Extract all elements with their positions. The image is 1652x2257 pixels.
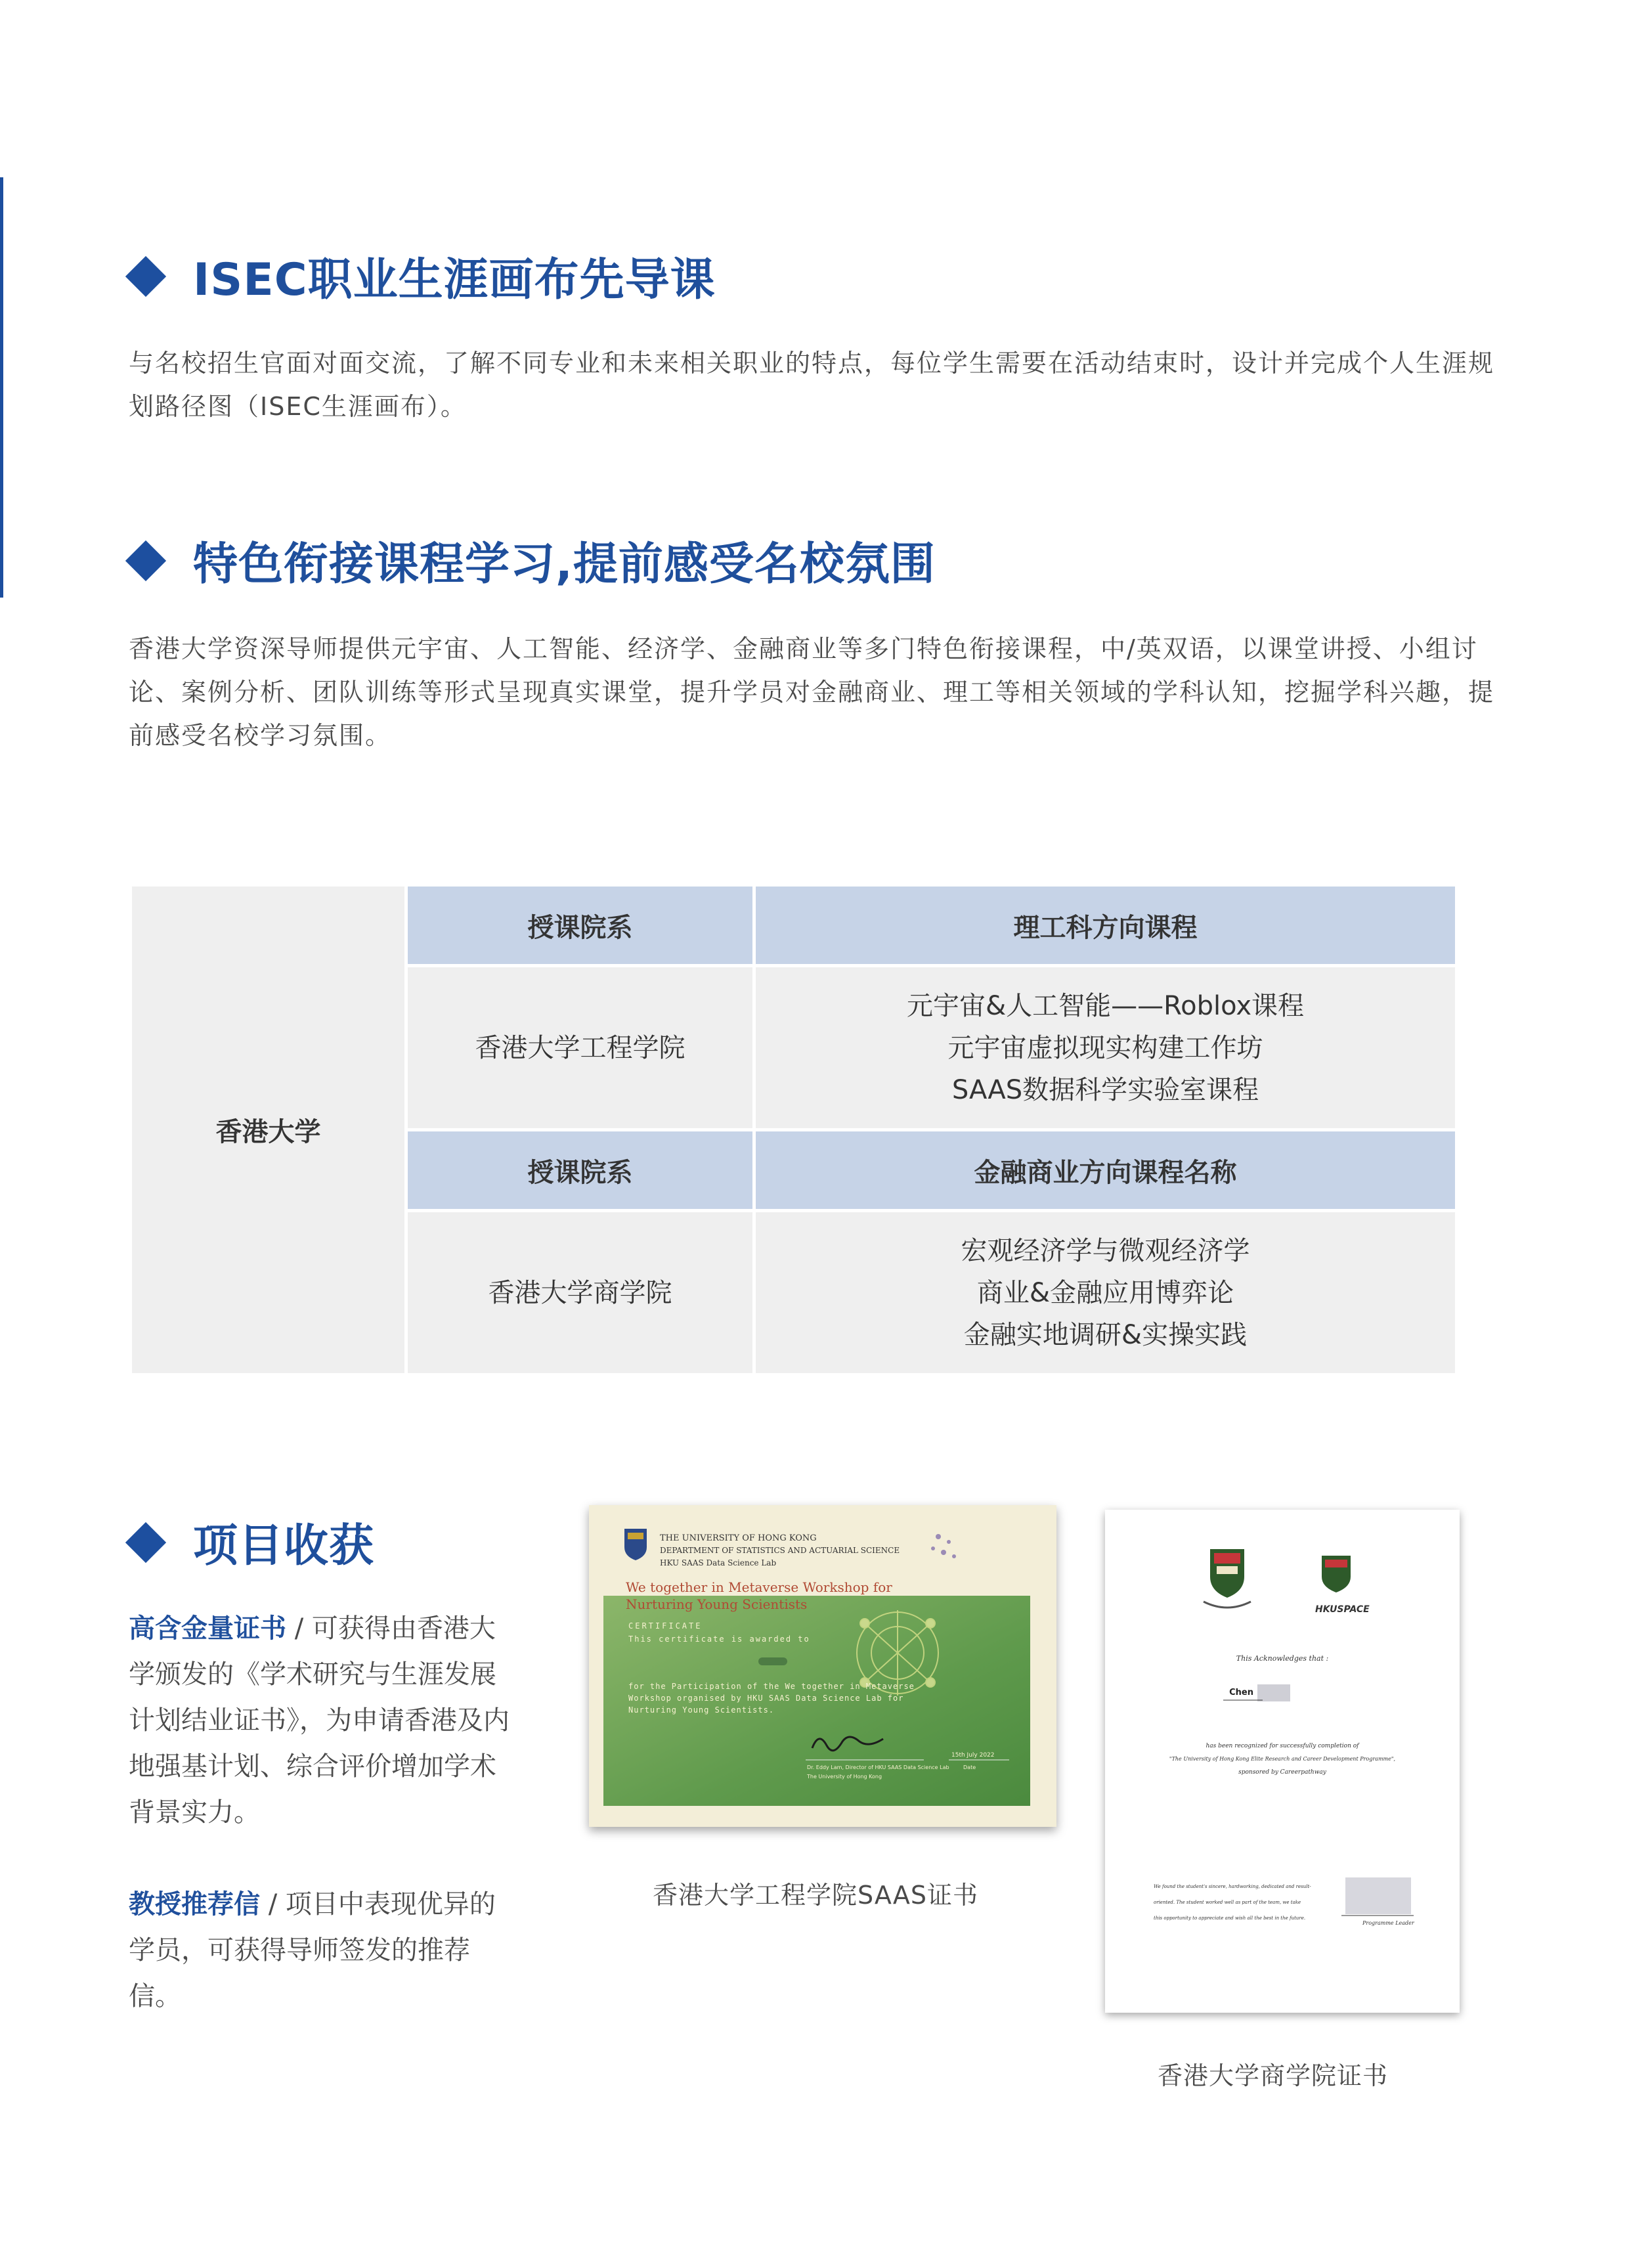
- course-item: SAAS数据科学实验室课程: [951, 1074, 1259, 1105]
- hku-crest-icon: [1204, 1549, 1251, 1608]
- gains-text: [129, 1606, 510, 2065]
- section-title-courses: [129, 529, 936, 592]
- cert-line1: THE UNIVERSITY OF HONG KONG: [660, 1533, 817, 1543]
- course-table: [129, 883, 1458, 1376]
- gain-item-certificate: [129, 1606, 510, 1835]
- redacted-name: [758, 1657, 787, 1665]
- course-item: 元宇宙虚拟现实构建工作坊: [947, 1032, 1263, 1063]
- diamond-bullet-icon: [125, 255, 166, 296]
- diamond-bullet-icon: [125, 1522, 166, 1562]
- cert2-ack: This Acknowledges that :: [1236, 1654, 1329, 1663]
- cert-line3: HKU SAAS Data Science Lab: [660, 1558, 777, 1567]
- cert2-comment3: this opportunity to appreciate and wish all the best in the future.: [1154, 1916, 1306, 1921]
- cert2-programme: "The University of Hong Kong Elite Research and Career Development Programme",: [1169, 1756, 1396, 1762]
- university-cell: 香港大学: [131, 885, 406, 1375]
- hkuspace-logo-text: HKUSPACE: [1315, 1604, 1370, 1615]
- section-heading: 项目收获: [193, 1520, 375, 1572]
- diamond-bullet-icon: [125, 540, 166, 581]
- section-heading: ISEC职业生涯画布先导课: [193, 254, 716, 306]
- section-heading: 特色衔接课程学习,提前感受名校氛围: [193, 538, 936, 590]
- cert-signer-org: The University of Hong Kong: [807, 1774, 882, 1780]
- hkuspace-crest-icon: [1322, 1556, 1351, 1592]
- certificate-business-graphic: [1105, 1510, 1460, 2013]
- table-header-faculty: 授课院系: [406, 1130, 754, 1211]
- caption-business: 香港大学商学院证书: [1158, 2061, 1389, 2090]
- certificate-image-saas: [589, 1505, 1056, 1827]
- course-item: 商业&金融应用博弈论: [976, 1277, 1234, 1308]
- table-header-faculty: 授课院系: [406, 885, 754, 966]
- caption-saas: 香港大学工程学院SAAS证书: [653, 1881, 978, 1910]
- section-title-gains: [129, 1510, 374, 1574]
- cert-signer: Dr. Eddy Lam, Director of HKU SAAS Data Science Lab: [807, 1764, 949, 1770]
- cert2-comment1: We found the student's sincere, hardworking, dedicated and result-: [1154, 1884, 1311, 1889]
- faculty-cell-business: 香港大学商学院: [406, 1211, 754, 1375]
- section-title-isec: [129, 244, 716, 308]
- cert-for-line: for the Participation of the We together in Metaverse: [628, 1682, 915, 1691]
- left-edge-accent: [0, 177, 3, 598]
- cert-for-line3: Nurturing Young Scientists.: [628, 1705, 775, 1715]
- redacted-signature: [1345, 1877, 1411, 1914]
- gain-text: / 项目中表现优异的学员，可获得导师签发的推荐信。: [129, 1889, 496, 2011]
- cert-word: CERTIFICATE: [628, 1621, 703, 1631]
- cert-date: 15th July 2022: [951, 1752, 995, 1759]
- certificate-saas-graphic: [589, 1505, 1056, 1827]
- section-body-courses: 香港大学资深导师提供元宇宙、人工智能、经济学、金融商业等多门特色衔接课程，中/英双语，以课堂讲授、小组讨论、案例分析、团队训练等形式呈现真实课堂，提升学员对金融商业、理工等相关领域的学科认知，挖掘学科兴趣，提前感受名校学习氛围。: [129, 634, 1495, 750]
- table-header-business-courses: 金融商业方向课程名称: [754, 1130, 1457, 1211]
- cert-for-line2: Workshop organised by HKU SAAS Data Science Lab for: [628, 1694, 904, 1703]
- cert-heading2: Nurturing Young Scientists: [626, 1596, 808, 1612]
- cert2-sponsor: sponsored by Careerpathway: [1238, 1769, 1326, 1776]
- cert-line2: DEPARTMENT OF STATISTICS AND ACTUARIAL SCIENCE: [660, 1546, 900, 1555]
- courses-cell-engineering: [754, 966, 1457, 1130]
- course-item: 金融实地调研&实操实践: [963, 1319, 1248, 1350]
- gain-text: / 可获得由香港大学颁发的《学术研究与生涯发展计划结业证书》，为申请香港及内地强基计划、综合评价增加学术背景实力。: [129, 1613, 510, 1828]
- faculty-cell-engineering: 香港大学工程学院: [406, 966, 754, 1130]
- certificate-image-business: [1105, 1510, 1460, 2013]
- cert2-name: Chen: [1229, 1688, 1253, 1698]
- course-item: 宏观经济学与微观经济学: [961, 1235, 1250, 1266]
- course-item: 元宇宙&人工智能——Roblox课程: [906, 990, 1305, 1021]
- courses-cell-business: [754, 1211, 1457, 1375]
- section-body-isec: 与名校招生官面对面交流，了解不同专业和未来相关职业的特点，每位学生需要在活动结束时，设计并完成个人生涯规划路径图（ISEC生涯画布）。: [129, 349, 1495, 421]
- table-header-engineering-courses: 理工科方向课程: [754, 885, 1457, 966]
- gain-item-recommendation: [129, 1881, 510, 2019]
- cert2-recognized: has been recognized for successfully completion of: [1206, 1743, 1359, 1749]
- gain-label: 高含金量证书: [129, 1613, 286, 1644]
- cert-awarded: This certificate is awarded to: [628, 1634, 810, 1644]
- cert-date-label: Date: [963, 1764, 976, 1770]
- cert2-comment2: oriented. The student worked well as part of the team, we take: [1154, 1900, 1301, 1905]
- gain-label: 教授推荐信: [129, 1889, 260, 1919]
- cert-heading1: We together in Metaverse Workshop for: [626, 1579, 892, 1595]
- cert2-leader: Programme Leader: [1362, 1920, 1414, 1926]
- redacted-name: [1257, 1684, 1290, 1701]
- hku-crest-icon: [624, 1529, 647, 1560]
